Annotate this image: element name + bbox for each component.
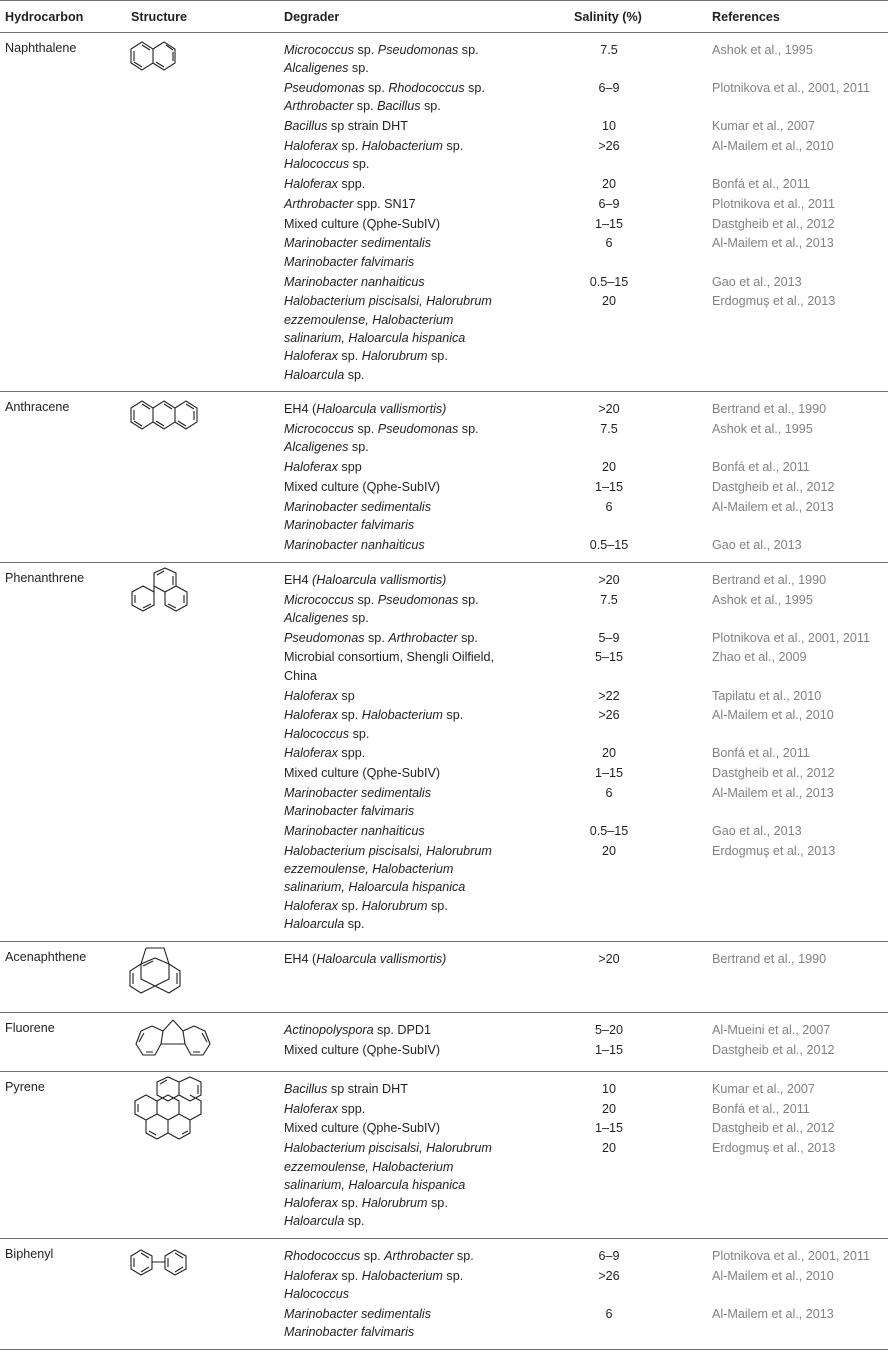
group-acenaphthene: [0, 942, 888, 1013]
degrader-text: sp.: [348, 61, 369, 76]
degrader-cell: [284, 784, 519, 821]
hydrocarbon-name: Pyrene: [5, 1079, 45, 1094]
degrader-cell: [284, 1100, 519, 1118]
degrader-text: sp.: [337, 1196, 362, 1211]
degrader-text: spp.: [337, 1101, 366, 1116]
degrader-text: sp.: [344, 917, 365, 932]
degrader-cell: [284, 1139, 519, 1230]
salinity-cell: 20: [601, 1101, 616, 1116]
hydrocarbon-name: Acenaphthene: [5, 949, 87, 964]
reference-cell: Tapilatu et al., 2010: [712, 688, 822, 703]
salinity-cell: 1–15: [594, 1042, 624, 1057]
degrader-text: sp.: [420, 99, 441, 114]
group-naphthalene: [0, 33, 888, 392]
taxon-name: Alcaligenes: [284, 440, 349, 455]
taxon-name: Pseudomonas: [284, 630, 365, 645]
salinity-cell: 10: [601, 119, 616, 134]
table-row: [0, 591, 888, 628]
taxon-name: Halococcus: [284, 726, 350, 741]
taxon-name: Haloferax: [284, 1196, 338, 1211]
salinity-cell: 6: [605, 785, 613, 800]
degrader-cell: [284, 79, 519, 116]
reference-cell: Gao et al., 2013: [712, 274, 802, 289]
degrader-cell: [284, 458, 519, 476]
degrader-text: sp.: [458, 592, 479, 607]
reference-cell: Bertrand et al., 1990: [712, 572, 827, 587]
degrader-cell: [284, 1041, 519, 1059]
reference-cell: Al-Mailem et al., 2013: [712, 1307, 834, 1322]
degrader-text: sp.: [442, 138, 464, 153]
table-row: [0, 744, 888, 762]
salinity-cell: 20: [601, 746, 616, 761]
table-row: [0, 687, 888, 705]
hydrocarbon-name: Naphthalene: [5, 41, 77, 55]
salinity-cell: 1–15: [594, 766, 624, 781]
degrader-text: Mixed culture (Qphe-SubIV): [284, 480, 441, 495]
reference-cell: Dastgheib et al., 2012: [712, 1042, 835, 1057]
degrader-text: sp.: [442, 708, 464, 723]
degrader-cell: [284, 744, 519, 762]
reference-cell: Bonfá et al., 2011: [712, 460, 810, 475]
taxon-name: Haloarcula: [284, 917, 345, 932]
taxon-name: Marinobacter sedimentalis: [284, 236, 431, 251]
degrader-text: spp.: [337, 177, 366, 192]
degrader-text: sp.: [337, 1269, 362, 1284]
reference-cell: Al-Mueini et al., 2007: [712, 1022, 831, 1037]
taxon-name: Pseudomonas: [284, 81, 365, 96]
header-hydrocarbon: Hydrocarbon: [5, 10, 84, 24]
degrader-text: Mixed culture (Qphe-SubIV): [284, 216, 441, 231]
degrader-text: sp.: [353, 592, 378, 607]
table-row: [0, 1305, 888, 1342]
degrader-cell: [284, 420, 519, 457]
table-row: [0, 842, 888, 933]
taxon-name: Arthrobacter: [388, 630, 458, 645]
table-row: [0, 41, 888, 78]
table-row: [0, 234, 888, 271]
table-row: [0, 420, 888, 457]
taxon-name: Pseudomonas: [377, 422, 459, 437]
reference-cell: Ashok et al., 1995: [712, 592, 813, 607]
salinity-cell: 20: [601, 177, 616, 192]
degrader-cell: [284, 1119, 519, 1137]
reference-cell: Kumar et al., 2007: [712, 1081, 815, 1096]
degrader-text: sp.: [349, 726, 370, 741]
taxon-name: Haloferax: [284, 1101, 338, 1116]
reference-cell: Bertrand et al., 1990: [712, 951, 827, 966]
taxon-name: Alcaligenes: [284, 61, 349, 76]
degrader-text: sp.: [364, 81, 389, 96]
degrader-cell: [284, 215, 519, 233]
taxon-name: Haloferax: [284, 177, 338, 192]
taxon-name: Haloarcula vallismortis): [316, 951, 447, 966]
taxon-name: Haloferax: [284, 460, 338, 475]
salinity-cell: 6: [605, 499, 613, 514]
reference-cell: Dastgheib et al., 2012: [712, 480, 835, 495]
reference-cell: Zhao et al., 2009: [712, 650, 807, 665]
taxon-name: ezzemoulense, Halobacterium: [284, 312, 454, 327]
salinity-cell: 20: [601, 1141, 616, 1156]
taxon-name: Haloarcula: [284, 367, 345, 382]
degrader-cell: [284, 629, 519, 647]
salinity-cell: 6–9: [598, 196, 620, 211]
reference-cell: Dastgheib et al., 2012: [712, 216, 835, 231]
taxon-name: salinarium, Haloarcula hispanica: [284, 880, 466, 895]
reference-cell: Bertrand et al., 1990: [712, 402, 827, 417]
reference-cell: Erdogmuş et al., 2013: [712, 1141, 836, 1156]
degrader-text: China: [284, 668, 317, 683]
taxon-name: salinarium, Haloarcula hispanica: [284, 330, 466, 345]
table-row: [0, 478, 888, 496]
taxon-name: Actinopolyspora: [284, 1022, 374, 1037]
salinity-cell: 0.5–15: [589, 537, 629, 552]
salinity-cell: >20: [598, 572, 620, 587]
degrader-cell: [284, 1080, 519, 1098]
table-row: [0, 1119, 888, 1137]
degrader-cell: [284, 648, 519, 685]
salinity-cell: 6–9: [598, 81, 620, 96]
salinity-cell: 5–20: [594, 1022, 624, 1037]
degrader-text: Mixed culture (Qphe-SubIV): [284, 1121, 441, 1136]
salinity-cell: 6: [605, 236, 613, 251]
reference-cell: Bonfá et al., 2011: [712, 177, 810, 192]
table-row: [0, 1021, 888, 1039]
taxon-name: Halobacterium: [361, 138, 443, 153]
table-row: [0, 1080, 888, 1098]
taxon-name: Marinobacter sedimentalis: [284, 1307, 431, 1322]
degrader-cell: [284, 764, 519, 782]
taxon-name: salinarium, Haloarcula hispanica: [284, 1177, 466, 1192]
salinity-cell: 1–15: [594, 480, 624, 495]
salinity-cell: 0.5–15: [589, 274, 629, 289]
reference-cell: Al-Mailem et al., 2010: [712, 1269, 834, 1284]
degrader-text: sp.: [458, 43, 479, 57]
degrader-text: sp.: [353, 422, 378, 437]
taxon-name: Halococcus: [284, 157, 350, 172]
table-row: [0, 458, 888, 476]
header-salinity: Salinity (%): [574, 10, 642, 24]
hydrocarbon-name: Phenanthrene: [5, 570, 85, 585]
salinity-cell: >20: [598, 951, 620, 966]
degrader-text: sp.: [348, 610, 369, 625]
reference-cell: Al-Mailem et al., 2013: [712, 499, 834, 514]
taxon-name: Alcaligenes: [284, 610, 349, 625]
taxon-name: Halobacterium piscisalsi, Halorubrum: [284, 843, 492, 858]
table-row: [0, 1041, 888, 1059]
table-row: [0, 822, 888, 840]
table-body: [0, 33, 888, 1350]
taxon-name: Haloferax: [284, 898, 338, 913]
degrader-text: sp.: [353, 43, 378, 57]
taxon-name: Halobacterium: [361, 1269, 443, 1284]
reference-cell: Dastgheib et al., 2012: [712, 1121, 835, 1136]
taxon-name: Marinobacter falvimaris: [284, 254, 415, 269]
degrader-cell: [284, 175, 519, 193]
degrader-text: sp.: [364, 630, 389, 645]
taxon-name: Haloferax: [284, 1269, 338, 1284]
degrader-cell: [284, 1305, 519, 1342]
degrader-cell: [284, 117, 519, 135]
salinity-cell: 20: [601, 294, 616, 309]
degrader-text: Microbial consortium, Shengli Oilfield,: [284, 650, 494, 665]
degrader-cell: [284, 1021, 519, 1039]
table-row: [0, 706, 888, 743]
hydrocarbon-name: Fluorene: [5, 1020, 55, 1035]
taxon-name: Haloferax: [284, 349, 338, 364]
taxon-name: Pseudomonas: [377, 43, 459, 57]
degrader-text: Mixed culture (Qphe-SubIV): [284, 1042, 441, 1057]
salinity-cell: 1–15: [594, 216, 624, 231]
degrader-cell: [284, 1247, 519, 1265]
degrader-cell: [284, 292, 519, 383]
group-biphenyl: [0, 1239, 888, 1350]
degrader-text: sp.: [453, 1249, 474, 1264]
salinity-cell: 6–9: [598, 1249, 620, 1264]
table-row: [0, 536, 888, 554]
group-pyrene: [0, 1072, 888, 1239]
header-structure: Structure: [131, 10, 187, 24]
table-row: [0, 137, 888, 174]
taxon-name: Marinobacter falvimaris: [284, 1325, 415, 1340]
degrader-text: sp.: [348, 440, 369, 455]
reference-cell: Kumar et al., 2007: [712, 119, 815, 134]
salinity-cell: 1–15: [594, 1121, 624, 1136]
degrader-text: sp strain DHT: [327, 119, 408, 134]
degrader-cell: [284, 591, 519, 628]
taxon-name: ezzemoulense, Halobacterium: [284, 1159, 454, 1174]
salinity-cell: >26: [598, 1269, 620, 1284]
salinity-cell: 0.5–15: [589, 824, 629, 839]
taxon-name: Halobacterium: [361, 708, 443, 723]
reference-cell: Ashok et al., 1995: [712, 422, 813, 437]
degrader-text: sp.: [344, 1214, 365, 1229]
salinity-cell: 10: [601, 1081, 616, 1096]
reference-cell: Al-Mailem et al., 2010: [712, 138, 834, 153]
table-row: [0, 175, 888, 193]
degrader-cell: [284, 498, 519, 535]
degrader-text: Mixed culture (Qphe-SubIV): [284, 766, 441, 781]
taxon-name: Arthrobacter: [284, 99, 354, 114]
taxon-name: Haloarcula: [284, 1214, 345, 1229]
degrader-text: EH4 (: [284, 951, 317, 966]
degrader-text: spp.: [337, 746, 366, 761]
degrader-cell: [284, 536, 519, 554]
taxon-name: Haloferax: [284, 138, 338, 153]
taxon-name: Halobacterium piscisalsi, Halorubrum: [284, 294, 492, 309]
reference-cell: Bonfá et al., 2011: [712, 1101, 810, 1116]
reference-cell: Al-Mailem et al., 2013: [712, 236, 834, 251]
taxon-name: Marinobacter falvimaris: [284, 804, 415, 819]
salinity-cell: >20: [598, 402, 620, 417]
taxon-name: Micrococcus: [284, 592, 354, 607]
salinity-cell: 7.5: [600, 422, 618, 437]
reference-cell: Plotnikova et al., 2001, 2011: [712, 1249, 870, 1264]
taxon-name: Haloferax: [284, 688, 338, 703]
taxon-name: Haloarcula vallismortis): [316, 402, 447, 417]
table-row: [0, 292, 888, 383]
table-row: [0, 195, 888, 213]
degrader-text: EH4: [284, 572, 312, 587]
degrader-text: EH4 (: [284, 402, 317, 417]
taxon-name: Marinobacter nanhaiticus: [284, 274, 425, 289]
taxon-name: Rhodococcus: [388, 81, 465, 96]
taxon-name: Rhodococcus: [284, 1249, 361, 1264]
salinity-cell: 6: [605, 1307, 613, 1322]
table-row: [0, 1247, 888, 1265]
degrader-cell: [284, 822, 519, 840]
degrader-text: sp.: [427, 898, 448, 913]
taxon-name: Marinobacter nanhaiticus: [284, 824, 425, 839]
taxon-name: Arthrobacter: [284, 196, 354, 211]
degrader-cell: [284, 234, 519, 271]
degrader-text: sp.: [353, 99, 378, 114]
table-row: [0, 764, 888, 782]
hydrocarbon-name: Biphenyl: [5, 1247, 54, 1262]
table-row: [0, 400, 888, 418]
degrader-cell: [284, 273, 519, 291]
degrader-text: sp.: [464, 81, 485, 96]
degrader-text: sp.: [344, 367, 365, 382]
group-phenanthrene: [0, 563, 888, 942]
degrader-cell: [284, 950, 519, 968]
taxon-name: Marinobacter sedimentalis: [284, 499, 431, 514]
salinity-cell: 20: [601, 843, 616, 858]
taxon-name: ezzemoulense, Halobacterium: [284, 862, 454, 877]
degrader-text: sp.: [337, 898, 362, 913]
degrader-text: sp strain DHT: [327, 1081, 408, 1096]
salinity-cell: >26: [598, 708, 620, 723]
reference-cell: Dastgheib et al., 2012: [712, 766, 835, 781]
taxon-name: Arthrobacter: [384, 1249, 454, 1264]
degrader-cell: [284, 41, 519, 78]
degrader-cell: [284, 478, 519, 496]
reference-cell: Plotnikova et al., 2001, 2011: [712, 81, 870, 96]
degrader-text: sp.: [442, 1269, 464, 1284]
degrader-cell: [284, 400, 519, 418]
degrader-cell: [284, 706, 519, 743]
reference-cell: Gao et al., 2013: [712, 537, 802, 552]
taxon-name: Marinobacter nanhaiticus: [284, 537, 425, 552]
taxon-name: Marinobacter falvimaris: [284, 518, 415, 533]
table-row: [0, 117, 888, 135]
degrader-cell: [284, 571, 519, 589]
table-row: [0, 950, 888, 968]
table-row: [0, 498, 888, 535]
degrader-text: sp.: [337, 138, 362, 153]
taxon-name: Halorubrum: [361, 898, 428, 913]
salinity-cell: 20: [601, 460, 616, 475]
table-row: [0, 784, 888, 821]
salinity-cell: >22: [598, 688, 620, 703]
degrader-text: sp.: [337, 349, 362, 364]
taxon-name: Haloferax: [284, 708, 338, 723]
taxon-name: Marinobacter sedimentalis: [284, 785, 431, 800]
salinity-cell: 5–15: [594, 650, 624, 665]
reference-cell: Erdogmuş et al., 2013: [712, 843, 836, 858]
hydrocarbon-name: Anthracene: [5, 400, 70, 415]
taxon-name: Halobacterium piscisalsi, Halorubrum: [284, 1141, 492, 1156]
table-row: [0, 79, 888, 116]
salinity-cell: 5–9: [598, 630, 620, 645]
salinity-cell: 7.5: [600, 43, 618, 57]
taxon-name: Haloferax: [284, 746, 338, 761]
degrader-text: sp.: [427, 349, 448, 364]
degrader-text: spp. SN17: [353, 196, 416, 211]
degrader-cell: [284, 1267, 519, 1304]
taxon-name: Bacillus: [284, 119, 328, 134]
reference-cell: Erdogmuş et al., 2013: [712, 294, 836, 309]
taxon-name: (Haloarcula vallismortis): [312, 572, 447, 587]
taxon-name: Micrococcus: [284, 43, 354, 57]
degrader-text: sp: [337, 688, 355, 703]
degrader-cell: [284, 137, 519, 174]
taxon-name: Pseudomonas: [377, 592, 459, 607]
degrader-text: sp.: [349, 157, 370, 172]
group-anthracene: [0, 392, 888, 562]
reference-cell: Bonfá et al., 2011: [712, 746, 810, 761]
degrader-text: sp.: [360, 1249, 385, 1264]
taxon-name: Halorubrum: [361, 1196, 428, 1211]
group-fluorene: [0, 1013, 888, 1072]
degrader-text: sp. DPD1: [373, 1022, 432, 1037]
table-row: [0, 273, 888, 291]
header-degrader: Degrader: [284, 10, 340, 24]
degrader-text: spp: [337, 460, 362, 475]
table-row: [0, 1100, 888, 1118]
taxon-name: Micrococcus: [284, 422, 354, 437]
reference-cell: Al-Mailem et al., 2010: [712, 708, 834, 723]
table-header: [0, 0, 888, 33]
reference-cell: Plotnikova et al., 2011: [712, 196, 835, 211]
degrader-cell: [284, 687, 519, 705]
reference-cell: Gao et al., 2013: [712, 824, 802, 839]
table-row: [0, 571, 888, 589]
taxon-name: Bacillus: [377, 99, 421, 114]
table-row: [0, 629, 888, 647]
salinity-cell: 7.5: [600, 592, 618, 607]
table-row: [0, 215, 888, 233]
reference-cell: Ashok et al., 1995: [712, 43, 813, 57]
table-row: [0, 648, 888, 685]
degrader-text: sp.: [458, 422, 479, 437]
header-references: References: [712, 10, 780, 24]
degrader-text: sp.: [427, 1196, 448, 1211]
degrader-text: sp.: [337, 708, 362, 723]
degrader-cell: [284, 195, 519, 213]
reference-cell: Al-Mailem et al., 2013: [712, 785, 834, 800]
table-row: [0, 1139, 888, 1230]
salinity-cell: >26: [598, 138, 620, 153]
degrader-text: sp.: [457, 630, 478, 645]
table-row: [0, 1267, 888, 1304]
reference-cell: Plotnikova et al., 2001, 2011: [712, 630, 870, 645]
degrader-cell: [284, 842, 519, 933]
taxon-name: Bacillus: [284, 1081, 328, 1096]
taxon-name: Halorubrum: [361, 349, 428, 364]
taxon-name: Halococcus: [284, 1287, 350, 1302]
